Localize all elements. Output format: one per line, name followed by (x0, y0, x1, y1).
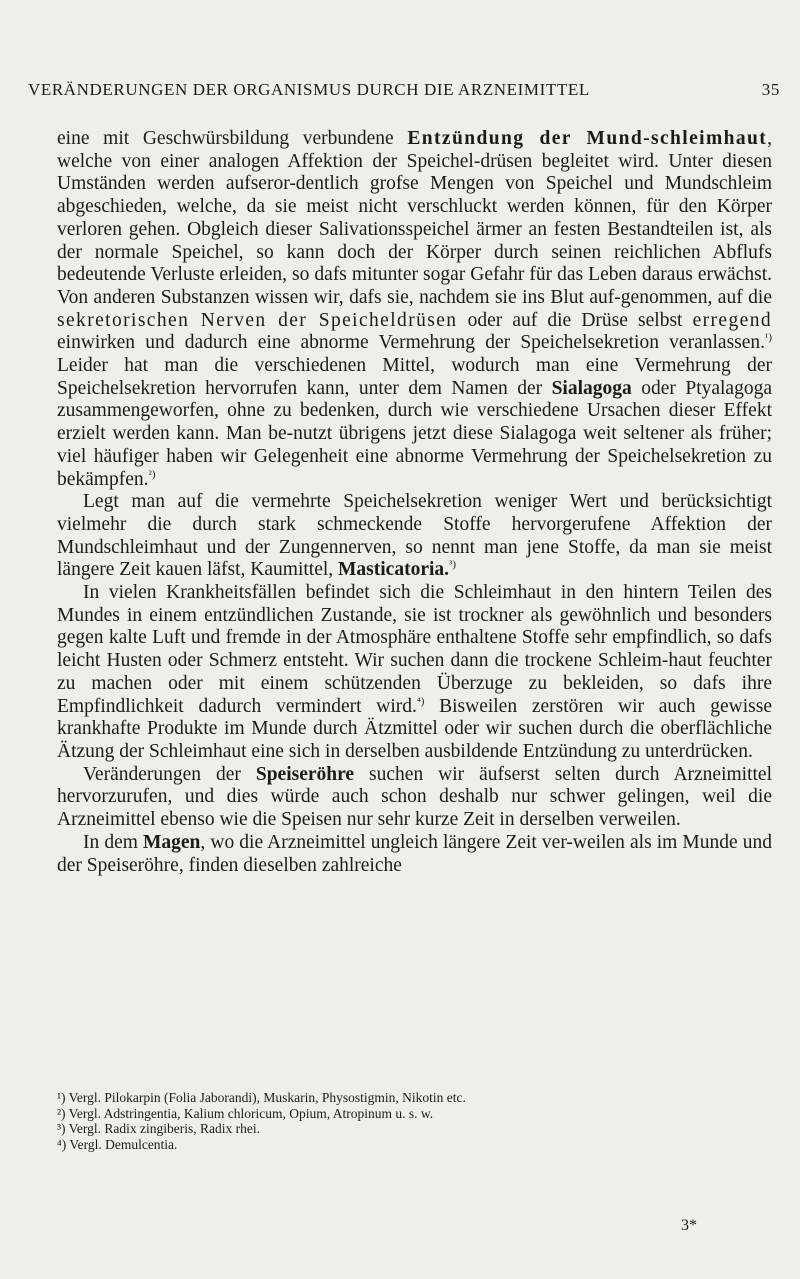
footnote-ref: ³) (449, 558, 457, 571)
footnote: ¹) Vergl. Pilokarpin (Folia Jaborandi), Muskarin, Physostigmin, Nikotin etc. (57, 1090, 466, 1105)
text-run: , wo die Arzneimittel ungleich längere Zeit ver-weilen als im Munde und der Speiseröhre, finden dieselben zahlreiche (57, 831, 772, 876)
text-run: einwirken und dadurch eine abnorme Vermehrung der Speichelsekretion veranlassen. (57, 332, 766, 354)
emphasis-text: erregend (692, 309, 772, 331)
text-run: In dem (83, 831, 143, 853)
paragraph (57, 832, 772, 877)
paragraph (57, 582, 772, 764)
bold-term: Speiseröhre (255, 763, 355, 785)
main-text (57, 128, 772, 877)
bold-term: Sialagoga (551, 377, 632, 399)
footnote: ²) Vergl. Adstringentia, Kalium chloricum, Opium, Atropinum u. s. w. (57, 1105, 434, 1121)
text-run: Leider hat man die verschiedenen Mittel, wodurch man eine Vermehrung der Speichelsekretion hervorrufen kann, unter dem Namen der (57, 355, 772, 399)
text-run: Veränderungen der (83, 763, 256, 785)
footnotes (57, 1090, 772, 1152)
emphasis-text: sekretorischen Nerven der Speicheldrüsen (57, 309, 458, 331)
running-header (28, 80, 780, 100)
text-run: In vielen Krankheitsfällen befindet sich die Schleimhaut in den hintern Teilen des Mundes in einem entzündlichen Zustande, sie ist trockner als gewöhnlich und besonders gegen kalte Luft und fremde in der Atmosphäre enthaltene Stoffe sehr empfindlich, so dafs leicht Husten oder Schmerz entsteht. Wir suchen dann die trockene Schleim-haut feuchter zu machen oder mit einem schützenden Überzuge zu bekleiden, so dafs ihre Empfindlichkeit dadurch vermindert wird. (57, 582, 772, 717)
text-run: Legt man auf die vermehrte Speichelsekretion weniger Wert und berücksichtigt vielmehr die durch stark schmeckende Stoffe hervorgerufene Affektion der Mundschleimhaut und der Zungennerven, so nennt man jene Stoffe, da man sie meist längere Zeit kauen läfst, Kaumittel, (57, 491, 772, 581)
footnote-ref: ¹) (765, 331, 772, 344)
bold-term: Magen (143, 831, 201, 853)
footnote-ref: ²) (148, 468, 156, 481)
text-run: Bisweilen zerstören wir auch gewisse krankhafte Produkte im Munde durch Ätzmittel oder wir suchen durch die oberflächliche Ätzung der Schleimhaut eine sich in derselben ausbildende Entzündung zu unterdrücken. (57, 695, 772, 762)
running-title: VERÄNDERUNGEN DER ORGANISMUS DURCH DIE ARZNEIMITTEL (28, 80, 590, 99)
paragraph (57, 491, 772, 582)
text-run: oder auf die Drüse selbst (457, 309, 693, 331)
text-run: , welche von einer analogen Affektion der Speichel-drüsen begleitet wird. Unter diesen Umständen werden aufseror-dentlich grofse Mengen von Speichel und Mundschleim abgeschieden, welche, da sie meist nicht verschluckt werden können, für den Körper verloren gehen. Obgleich dieser Salivationsspeichel ärmer an festen Bestandteilen ist, als der normale Speichel, so kann doch der Körper durch seinen reichlichen Abflufs bedeutende Verluste erleiden, so dafs mitunter sogar Gefahr für das Leben daraus erwächst. Von anderen Substanzen wissen wir, dafs sie, nachdem sie ins Blut auf-genommen, auf die (57, 128, 772, 308)
text-run: suchen wir äufserst selten durch Arzneimittel hervorzurufen, und dies würde auch schon deshalb nur schwer gelingen, weil die Arzneimittel ebenso wie die Speisen nur sehr kurze Zeit in derselben verweilen. (57, 763, 772, 831)
footnote: ³) Vergl. Radix zingiberis, Radix rhei. (57, 1121, 261, 1136)
text-run: eine mit Geschwürsbildung verbundene (57, 128, 408, 149)
paragraph (57, 764, 772, 832)
paragraph (57, 128, 772, 491)
page-number: 35 (761, 80, 780, 99)
signature-mark: 3* (681, 1217, 697, 1234)
bold-term: Masticatoria. (338, 559, 450, 581)
text-run: oder Ptyalagoga zusammengeworfen, ohne zu bedenken, durch wie verschiedene Ursachen dieser Effekt erzielt werden kann. Man be-nutzt übrigens jetzt diese Sialagoga weit seltener als früher; viel häufiger haben wir Gelegenheit eine abnorme Vermehrung der Speichelsekretion zu bekämpfen. (57, 377, 772, 490)
footnote: ⁴) Vergl. Demulcentia. (57, 1136, 178, 1152)
emphasis-text: Entzündung der Mund-schleimhaut (407, 128, 768, 149)
footnote-ref: ⁴) (416, 695, 425, 708)
